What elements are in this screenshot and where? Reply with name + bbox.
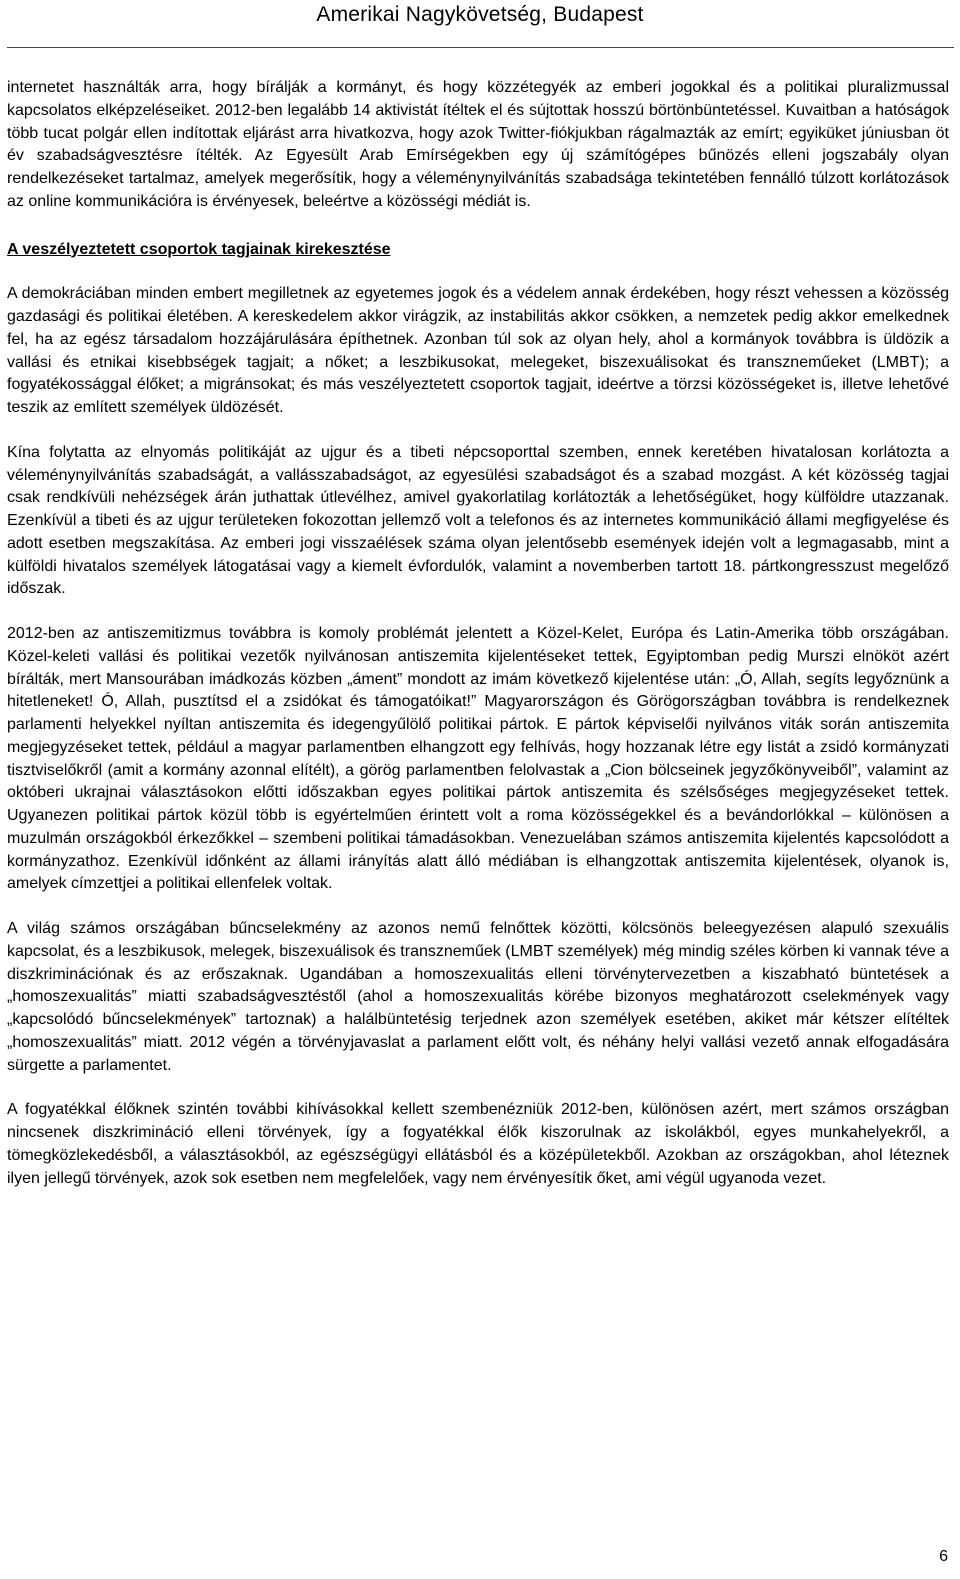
paragraph-lgbt: A világ számos országában bűncselekmény az azonos nemű felnőttek közötti, kölcsönös beleegyezésen alapuló szexuális kapcsolat, és a leszbikusok, melegek, biszexuálisok és transzneműek (LMBT személyek) még mindig széles körben ki vannak téve a diszkriminációnak és az erőszaknak. Ugandában a homoszexualitás elleni törvénytervezetben a kiszabható büntetések a „homoszexualitás” miatti szabadságvesztéstől (ahol a homoszexualitás körébe bizonyos meghatározott cselekmények vagy „kapcsolódó bűncselekmények” tartoznak) a halálbüntetésig terjednek azon személyek esetében, akiket már kétszer elítéltek „homoszexualitás” miatt. 2012 végén a törvényjavaslat a parlament előtt volt, és néhány helyi vallási vezető annak elfogadására sürgette a parlamentet. [7, 920, 949, 1074]
header-title: Amerikai Nagykövetség, Budapest [316, 3, 644, 26]
document-body [7, 77, 949, 1190]
page-header [0, 0, 960, 33]
section-heading: A veszélyeztetett csoportok tagjainak kirekesztése [7, 240, 391, 258]
paragraph-antisemitism: 2012-ben az antiszemitizmus továbbra is komoly problémát jelentett a Közel-Kelet, Európa és Latin-Amerika több országában. Közel-keleti vallási és politikai vezetők nyilvánosan antiszemita kijelentéseket tettek, Egyiptomban pedig Murszi elnököt azért bírálták, mert Mansourában imádkozás közben „áment” mondott az imám következő kijelentése után: „Ó, Allah, segíts legyőznünk a hitetleneket! Ó, Allah, pusztítsd el a zsidókat és támogatóikat!” Magyarországon és Görögországban továbbra is rendelkeznek parlamenti helyekkel nyíltan antiszemita és idegengyűlölő politikai pártok. E pártok képviselői nyilvános viták során antiszemita megjegyzéseket tettek, például a magyar parlamentben elhangzott egy felhívás, hogy hozzanak létre egy listát a zsidó kormányzati tisztviselőkről (amit a kormány azonnal elítélt), a görög parlamentben felolvastak a „Cion bölcseinek jegyzőkönyveiből”, valamint az októberi ukrajnai választásokon előtti időszakban egyes politikai pártok antiszemita és szélsőséges megjegyzéseket tettek. Ugyanezen politikai pártok közül több is egyértelműen érintett volt a roma közösségekkel és a bevándorlókkal – különösen a muzulmán országokból érkezőkkel – szembeni politikai támadásokban. Venezuelában számos antiszemita kijelentés kapcsolódott a kormányzathoz. Ezenkívül időnként az állami irányítás alatt álló médiában is elhangzottak antiszemita kijelentések, olyanok is, amelyek címzettjei a politikai ellenfelek voltak. [7, 625, 949, 893]
paragraph-internet-activists: internetet használták arra, hogy bírálják a kormányt, és hogy közzétegyék az emberi jogokkal és a politikai pluralizmussal kapcsolatos elképzeléseiket. 2012-ben legalább 14 aktivistát ítéltek el és sújtottak hosszú börtönbüntetéssel. Kuvaitban a hatóságok több tucat polgár ellen indítottak eljárást arra hivatkozva, hogy azok Twitter-fiókjukban rágalmazták az emírt; egyiküket júniusban öt év szabadságvesztésre ítélték. Az Egyesült Arab Emírségekben egy új számítógépes bűnözés elleni jogszabály olyan rendelkezéseket tartalmaz, amelyek megerősítik, hogy a véleménynyilvánítás szabadsága tekintetében fennálló túlzott korlátozások az online kommunikációra is érvényesek, beleértve a közösségi médiát is. [7, 79, 949, 210]
paragraph-china: Kína folytatta az elnyomás politikáját az ujgur és a tibeti népcsoporttal szemben, ennek keretében hivatalosan korlátozta a véleménynyilvánítás szabadságát, a vallásszabadságot, az egyesülési szabadságot és a szabad mozgást. A két közösség tagjai csak rendkívüli nehézségek árán juthattak útlevélhez, amivel gyakorlatilag korlátozták a lehetőségüket, hogy külföldre utazzanak. Ezenkívül a tibeti és az ujgur területeken fokozottan jellemző volt a telefonos és az internetes kommunikáció állami megfigyelése és adott esetben megszakítása. Az emberi jogi visszaélések száma olyan jelentősebb események idején volt a legmagasabb, mint a külföldi hivatalos személyek látogatásai vagy a kiemelt évfordulók, valamint a novemberben tartott 18. pártkongresszust megelőző időszak. [7, 443, 949, 598]
page-number: 6 [939, 1548, 948, 1565]
header-divider [7, 47, 954, 48]
paragraph-democracy-rights: A demokráciában minden embert megilletnek az egyetemes jogok és a védelem annak érdekében, hogy részt vehessen a közösség gazdasági és politikai életében. A kereskedelem akkor virágzik, az instabilitás akkor csökken, a nemzetek pedig akkor emelkednek fel, ha az egész társadalom hozzájárulására építhetnek. Azonban túl sok az olyan hely, ahol a kormányok továbbra is üldözik a vallási és etnikai kisebbségek tagjait; a nőket; a leszbikusokat, melegeket, biszexuálisokat és transzneműeket (LMBT); a fogyatékossággal élőket; a migránsokat; és más veszélyeztetett csoportok tagjait, ideértve a törzsi közösségeket is, illetve lehetővé teszik az említett személyek üldözését. [7, 285, 949, 416]
paragraph-disabilities: A fogyatékkal élőknek szintén további kihívásokkal kellett szembenézniük 2012-ben, különösen azért, mert számos országban nincsenek diszkrimináció elleni törvények, így a fogyatékkal élők kiszorulnak az iskolákból, egyes munkahelyekről, a tömegközlekedésből, a választásokból, az egészségügyi ellátásból és a középületekből. Azokban az országokban, ahol léteznek ilyen jellegű törvények, azok sok esetben nem megfelelőek, vagy nem érvényesítik őket, ami végül ugyanoda vezet. [7, 1101, 949, 1187]
